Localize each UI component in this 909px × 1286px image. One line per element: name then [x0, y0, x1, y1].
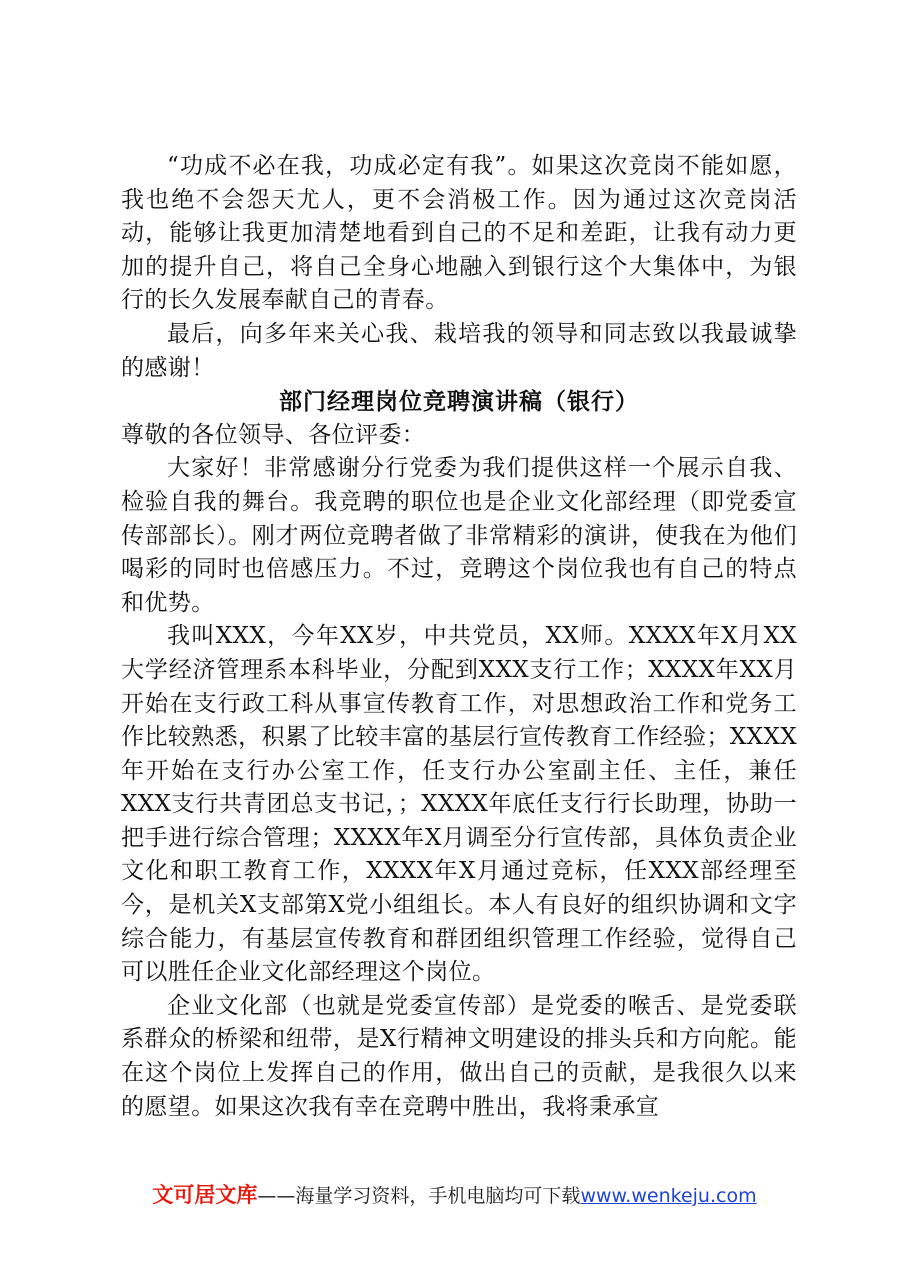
paragraph-self-intro: 我叫XXX，今年XX岁，中共党员，XX师。XXXX年X月XX大学经济管理系本科毕业，分配到XXX支行工作；XXXX年XX月开始在支行政工科从事宣传教育工作，对思想政治工作和党务工作比较熟悉，积累了比较丰富的基层行宣传教育工作经验；XXXX年开始在支行办公室工作，任支行办公室副主任、主任，兼任XXX支行共青团总支书记，；XXXX年底任支行行长助理，协助一把手进行综合管理；XXXX年X月调至分行宣传部，具体负责企业文化和职工教育工作，XXXX年X月通过竞标，任XXX部经理至今，是机关X支部第X党小组组长。本人有良好的组织协调和文字综合能力，有基层宣传教育和群团组织管理工作经验，觉得自己可以胜任企业文化部经理这个岗位。: [121, 623, 797, 986]
paragraph-thanks: 最后，向多年来关心我、栽培我的领导和同志致以我最诚挚的感谢！: [121, 320, 797, 381]
document-body: [121, 150, 797, 1124]
paragraph-greeting: 大家好！非常感谢分行党委为我们提供这样一个展示自我、检验自我的舞台。我竞聘的职位也是企业文化部经理（即党委宣传部部长）。刚才两位竞聘者做了非常精彩的演讲，使我在为他们喝彩的同时也倍感压力。不过，竞聘这个岗位我也有自己的特点和优势。: [121, 455, 797, 616]
paragraph-closing-1: “功成不必在我，功成必定有我”。如果这次竞岗不能如愿，我也绝不会怨天尤人，更不会消极工作。因为通过这次竞岗活动，能够让我更加清楚地看到自己的不足和差距，让我有动力更加的提升自己，将自己全身心地融入到银行这个大集体中，为银行的长久发展奉献自己的青春。: [121, 153, 797, 314]
section-title: 部门经理岗位竞聘演讲稿（银行）: [279, 388, 639, 416]
salutation: 尊敬的各位领导、各位评委：: [121, 421, 426, 448]
paragraph-department: 企业文化部（也就是党委宣传部）是党委的喉舌、是党委联系群众的桥梁和纽带，是X行精神文明建设的排头兵和方向舵。能在这个岗位上发挥自己的作用，做出自己的贡献，是我很久以来的愿望。如果这次我有幸在竞聘中胜出，我将秉承宣: [121, 992, 797, 1120]
footer-banner: [0, 1181, 909, 1210]
footer-brand: 文可居文库: [152, 1183, 258, 1207]
footer-tagline: ——海量学习资料，手机电脑均可下载: [257, 1185, 581, 1207]
footer-link[interactable]: www.wenkeju.com: [580, 1185, 757, 1207]
